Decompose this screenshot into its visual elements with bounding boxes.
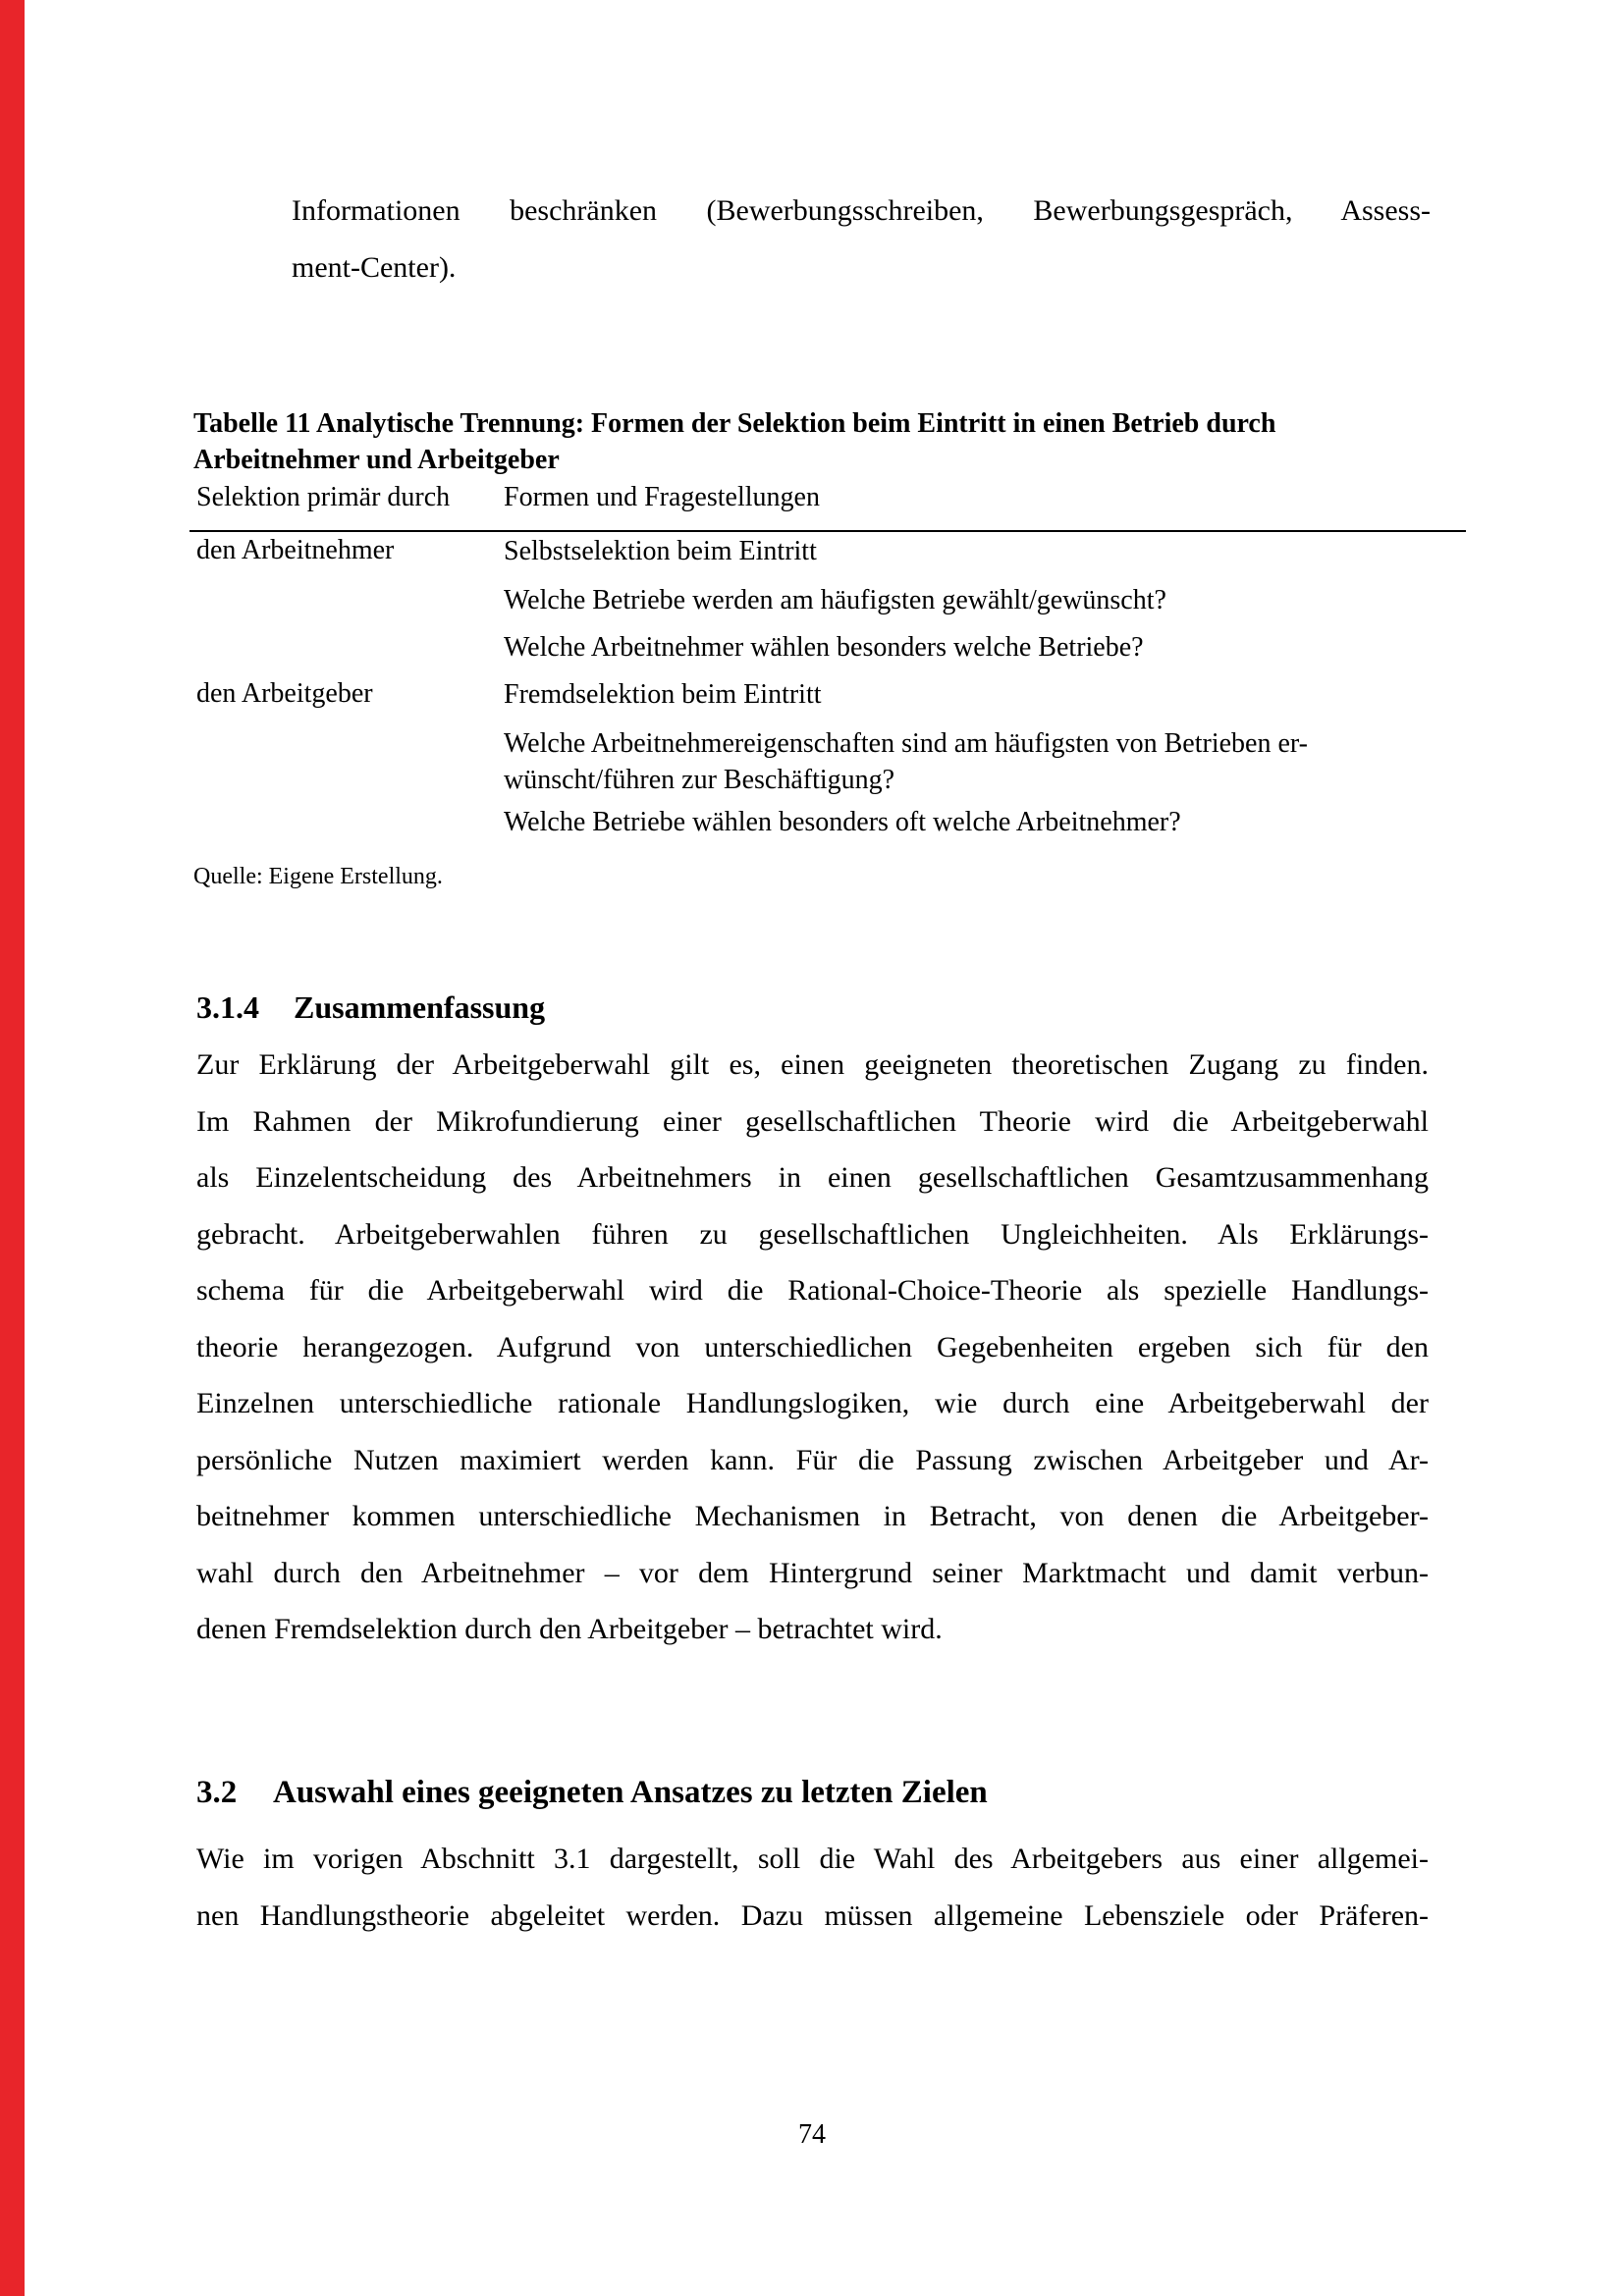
table-caption: [193, 405, 1480, 478]
table-cell-col2: Welche Arbeitnehmer wählen besonders welche Betriebe?: [504, 632, 1144, 663]
intro-paragraph: [292, 183, 1431, 296]
body-line: gebracht. Arbeitgeberwahlen führen zu gesellschaftlichen Ungleichheiten. Als Erklärungs-: [196, 1217, 1429, 1251]
table-row: [196, 533, 1473, 569]
table-cell-col2: Welche Betriebe wählen besonders oft welche Arbeitnehmer?: [504, 807, 1181, 837]
table-cell-col1: den Arbeitnehmer: [196, 535, 395, 565]
body-line: denen Fremdselektion durch den Arbeitgeber – betrachtet wird.: [196, 1613, 943, 1645]
table-row: [196, 804, 1473, 840]
body-line: schema für die Arbeitgeberwahl wird die Rational-Choice-Theorie als spezielle Handlungs-: [196, 1274, 1429, 1307]
table-cell-col2: Fremdselektion beim Eintritt: [504, 679, 822, 710]
body-line: beitnehmer kommen unterschiedliche Mechanismen in Betracht, von denen die Arbeitgeber-: [196, 1500, 1429, 1532]
section-heading-3-1-4: [196, 988, 545, 1027]
table-source-note: Quelle: Eigene Erstellung.: [193, 864, 443, 889]
table-row: [196, 582, 1473, 618]
table-row: [196, 676, 1473, 713]
section-number: 3.2: [196, 1775, 238, 1810]
body-line: persönliche Nutzen maximiert werden kann. Für die Passung zwischen Arbeitgeber und Ar-: [196, 1443, 1429, 1476]
table-cell-col2: Welche Betriebe werden am häufigsten gewählt/gewünscht?: [504, 585, 1166, 615]
section-heading-3-2: [196, 1772, 988, 1813]
section-number: 3.1.4: [196, 989, 259, 1025]
body-line: theorie herangezogen. Aufgrund von unterschiedlichen Gegebenheiten ergeben sich für den: [196, 1330, 1429, 1363]
section-title: Auswahl eines geeigneten Ansatzes zu letzten Zielen: [273, 1775, 988, 1810]
table-row: [196, 629, 1473, 666]
table-cell-col2: Selbstselektion beim Eintritt: [504, 536, 817, 566]
table-caption-line: Tabelle 11 Analytische Trennung: Formen der Selektion beim Eintritt in einen Betrieb durch: [193, 408, 1276, 439]
table-header-col1: Selektion primär durch: [196, 482, 451, 512]
section-3-1-4-paragraph: [196, 1037, 1429, 1658]
table-cell-col1: den Arbeitgeber: [196, 678, 373, 709]
section-title: Zusammenfassung: [294, 989, 546, 1025]
table-header-row: [196, 480, 1473, 515]
body-line: Zur Erklärung der Arbeitgeberwahl gilt es, einen geeigneten theoretischen Zugang zu finden.: [196, 1048, 1429, 1081]
body-line: nen Handlungstheorie abgeleitet werden. Dazu müssen allgemeine Lebensziele oder Präferen-: [196, 1898, 1429, 1932]
table-row: [196, 725, 1473, 798]
left-edge-red-stripe: [0, 0, 25, 2296]
body-line: Im Rahmen der Mikrofundierung einer gesellschaftlichen Theorie wird die Arbeitgeberwahl: [196, 1104, 1429, 1138]
body-line: wahl durch den Arbeitnehmer – vor dem Hintergrund seiner Marktmacht und damit verbun-: [196, 1556, 1429, 1589]
section-3-2-paragraph: [196, 1831, 1429, 1944]
table-header-rule: [189, 530, 1466, 532]
page-number: 74: [798, 2119, 826, 2150]
body-line: Wie im vorigen Abschnitt 3.1 dargestellt, soll die Wahl des Arbeitgebers aus einer allgemei-: [196, 1842, 1429, 1875]
intro-line: Informationen beschränken (Bewerbungsschreiben, Bewerbungsgespräch, Assess-: [292, 194, 1431, 227]
table-header-col2: Formen und Fragestellungen: [504, 482, 820, 512]
table-caption-line: Arbeitnehmer und Arbeitgeber: [193, 445, 560, 475]
table-cell-col2: Welche Arbeitnehmereigenschaften sind am häufigsten von Betrieben er- wünscht/führen zur Beschäftigung?: [504, 728, 1308, 795]
body-line: als Einzelentscheidung des Arbeitnehmers in einen gesellschaftlichen Gesamtzusammenhang: [196, 1161, 1429, 1194]
intro-line: ment-Center).: [292, 251, 457, 284]
body-line: Einzelnen unterschiedliche rationale Handlungslogiken, wie durch eine Arbeitgeberwahl der: [196, 1387, 1429, 1419]
